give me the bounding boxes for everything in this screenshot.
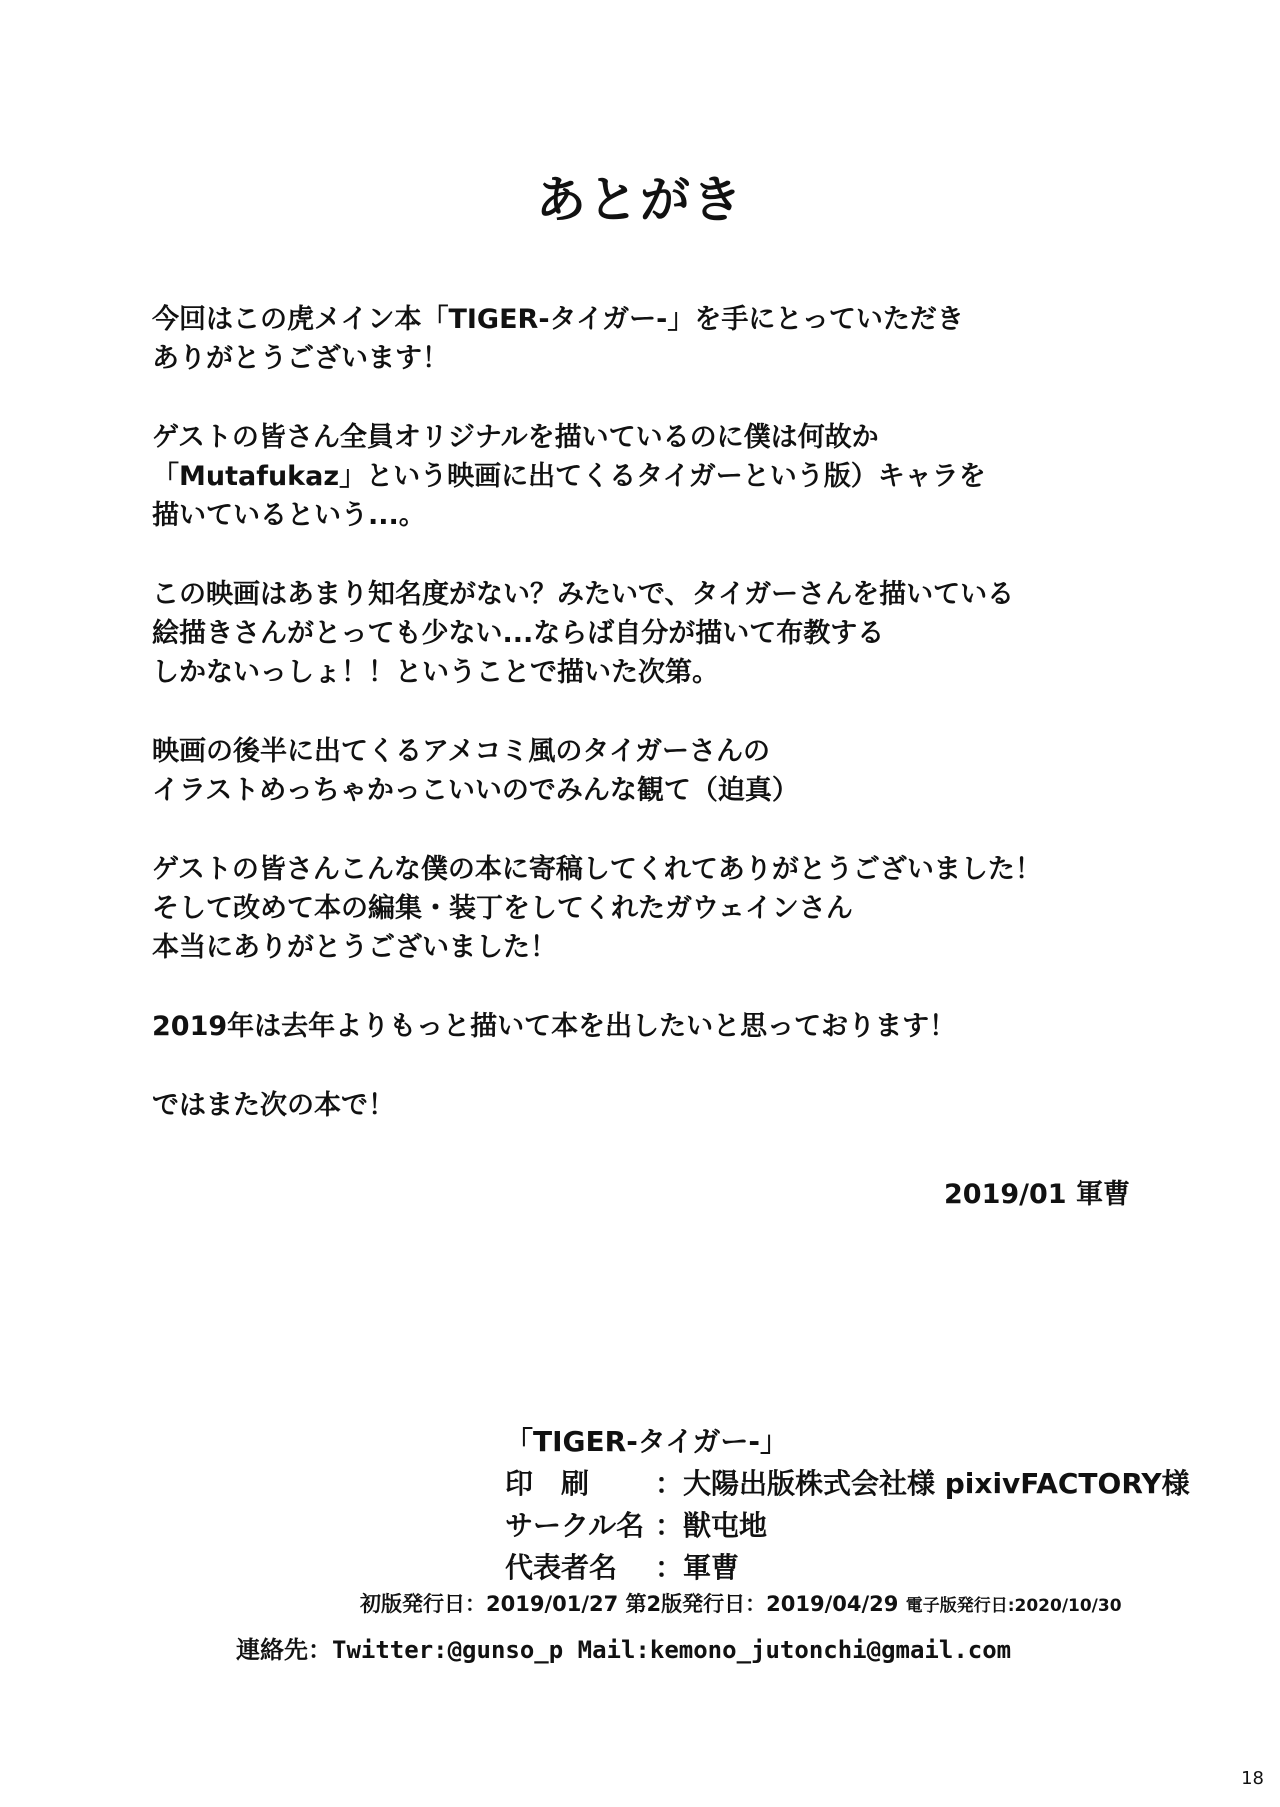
text-line: そして改めて本の編集・装丁をしてくれたガウェインさん [152,893,853,924]
paragraph-6 [152,1007,1152,1046]
circle-value: ：獣屯地 [655,1509,768,1542]
colophon-circle-row [505,1504,767,1544]
colophon-dates [360,1588,1122,1618]
colophon-contact [236,1630,1011,1665]
colophon-rep-row [505,1546,739,1586]
text-line: しかないっしょ！！ということで描いた次第。 [152,657,719,688]
paragraph-3 [152,575,1152,692]
text-line: イラストめっちゃかっこいいのでみんな観て（迫真） [152,775,799,806]
paragraph-5 [152,850,1152,967]
text-line: 本当にありがとうございました！ [152,932,557,963]
publish-dates: 初版発行日：2019/01/27 第2版発行日：2019/04/29 [360,1592,899,1616]
signature: 2019/01 軍曹 [944,1179,1130,1210]
text-line: ゲストの皆さんこんな僕の本に寄稿してくれてありがとうございました！ [152,854,1042,885]
text-line: 今回はこの虎メイン本「TIGER-タイガー-」を手にとっていただき [152,304,964,335]
text-line: ありがとうございます！ [152,343,449,374]
text-line: ではまた次の本で！ [152,1090,395,1121]
paragraph-2 [152,418,1152,535]
digital-date: 電子版発行日:2020/10/30 [905,1596,1122,1616]
rep-label: 代表者名 [505,1551,618,1584]
paragraph-4 [152,732,1152,810]
text-line: 「Mutafukaz」という映画に出てくるタイガーという版）キャラを [152,461,986,492]
text-line: ゲストの皆さん全員オリジナルを描いているのに僕は何故か [152,422,879,453]
text-line: 絵描きさんがとっても少ない...ならば自分が描いて布教する [152,618,885,649]
text-line: 映画の後半に出てくるアメコミ風のタイガーさんの [152,736,771,767]
rep-value: ：軍曹 [655,1551,740,1584]
page-number: 18 [1241,1768,1264,1789]
colophon-print-row [505,1462,1190,1502]
contact-label: 連絡先： [236,1636,332,1664]
print-label: 印 刷 [505,1467,590,1500]
afterword-body [152,300,1152,1165]
text-line: 描いているという...。 [152,500,426,531]
circle-label: サークル名 [505,1509,645,1542]
paragraph-7 [152,1086,1152,1125]
colophon-book-title: 「TIGER-タイガー-」 [505,1425,789,1458]
page-title: あとがき [536,171,744,229]
text-line: この映画はあまり知名度がない？みたいで、タイガーさんを描いている [152,579,1015,610]
text-line: 2019年は去年よりもっと描いて本を出したいと思っております！ [152,1011,957,1042]
print-value: ：大陽出版株式会社様 pixivFACTORY様 [655,1467,1190,1500]
contact-value: Twitter:@gunso_p Mail:kemono_jutonchi@gmail.com [332,1636,1012,1664]
paragraph-1 [152,300,1152,378]
